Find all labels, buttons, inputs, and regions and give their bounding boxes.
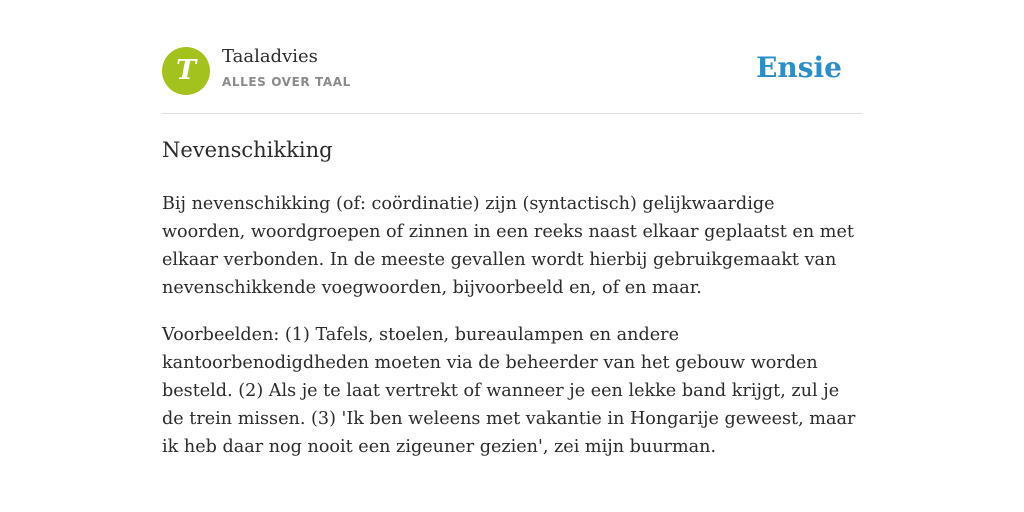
header bbox=[162, 46, 862, 96]
source-title[interactable]: Taaladvies bbox=[222, 46, 318, 67]
definition-body bbox=[162, 190, 862, 480]
examples-paragraph: Voorbeelden: (1) Tafels, stoelen, bureaulampen en andere kantoorbenodigdheden moeten via de beheerder van het gebouw worden besteld. (2) Als je te laat vertrekt of wanneer je een lekke band krijgt, zul je de trein missen. (3) 'Ik ben weleens met vakantie in Hongarije geweest, maar ik heb daar nog nooit een zigeuner gezien', zei mijn buurman. bbox=[162, 325, 856, 457]
source-subtitle: ALLES OVER TAAL bbox=[222, 75, 351, 89]
divider bbox=[162, 113, 862, 114]
definition-card bbox=[162, 0, 862, 512]
term-title: Nevenschikking bbox=[162, 138, 333, 162]
source-avatar[interactable]: T bbox=[162, 47, 210, 95]
brand-logo[interactable]: Ensie bbox=[756, 51, 842, 84]
definition-paragraph: Bij nevenschikking (of: coördinatie) zijn (syntactisch) gelijkwaardige woorden, woordgroepen of zinnen in een reeks naast elkaar geplaatst en met elkaar verbonden. In de meeste gevallen wordt hierbij gebruikgemaakt van nevenschikkende voegwoorden, bijvoorbeeld en, of en maar. bbox=[162, 194, 854, 298]
